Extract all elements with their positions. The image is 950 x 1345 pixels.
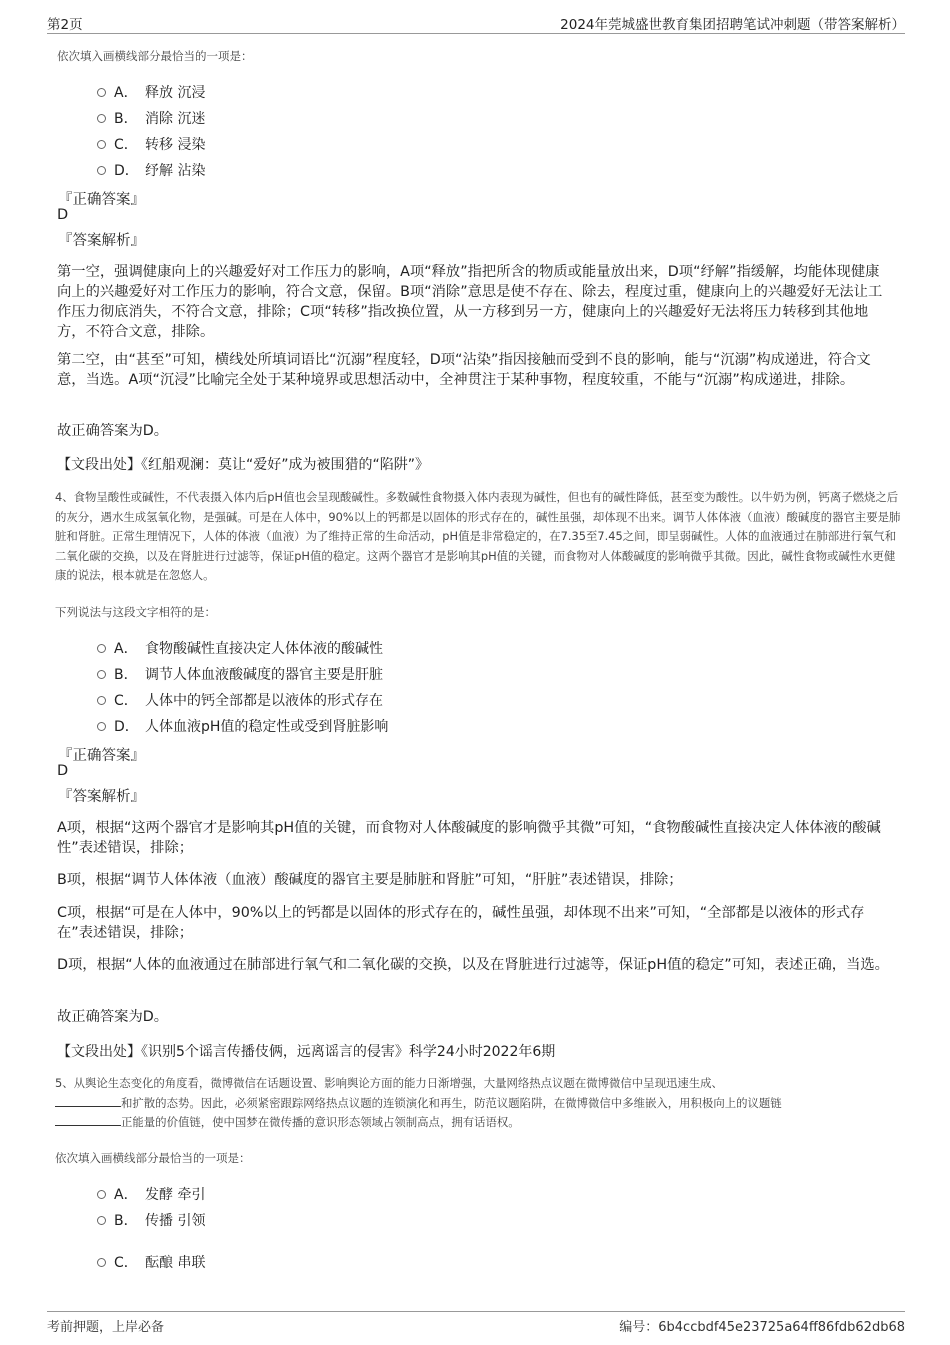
- radio-icon[interactable]: [97, 670, 106, 679]
- document-code: 编号：6b4ccbdf45e23725a64ff86fdb62db68: [619, 1320, 905, 1335]
- q4-analysis-paragraph: D项，根据“人体的血液通过在肺部进行氧气和二氧化碳的交换，以及在肾脏进行过滤等，保证pH值的稳定”可知，表述正确，当选。: [57, 957, 889, 973]
- q4-answer-label: 『正确答案』: [58, 748, 145, 764]
- q3-analysis-conclusion: 故正确答案为D。: [57, 423, 169, 439]
- q5-option-c[interactable]: C． 酝酿 串联: [97, 1252, 205, 1272]
- q3-option-b[interactable]: B． 消除 沉迷: [97, 108, 205, 128]
- page-footer: [47, 1311, 905, 1338]
- source-title: 《红船观澜：莫让“爱好”成为被围猎的“陷阱”》: [141, 457, 430, 473]
- q3-answer-label: 『正确答案』: [58, 192, 145, 208]
- q5-prompt: 依次填入画横线部分最恰当的一项是：: [55, 1151, 251, 1165]
- radio-icon[interactable]: [97, 140, 106, 149]
- page-number: 第2页: [47, 17, 83, 33]
- q3-analysis-label: 『答案解析』: [58, 233, 145, 249]
- q4-option-d[interactable]: D． 人体血液pH值的稳定性或受到肾脏影响: [97, 716, 388, 736]
- q3-analysis-paragraph: 第二空，由“甚至”可知，横线处所填词语比“沉溺”程度轻，D项“沾染”指因接触而受到不良的影响，能与“沉溺”构成递进，符合文意，当选。A项“沉浸”比喻完全处于某种境界或思想活动中，全神贯注于某种事物，程度较重，不能与“沉溺”构成递进，排除。: [57, 352, 871, 388]
- q4-analysis-paragraph: A项，根据“这两个器官才是影响其pH值的关键，而食物对人体酸碱度的影响微乎其微”可知，“食物酸碱性直接决定人体体液的酸碱性”表述错误，排除；: [57, 820, 881, 856]
- q4-analysis-paragraph: B项，根据“调节人体体液（血液）酸碱度的器官主要是肺脏和肾脏”可知，“肝脏”表述错误，排除；: [57, 872, 683, 888]
- radio-icon[interactable]: [97, 1216, 106, 1225]
- radio-icon[interactable]: [97, 722, 106, 731]
- radio-icon[interactable]: [97, 1258, 106, 1267]
- q3-source: [57, 454, 429, 474]
- q5-option-b[interactable]: B． 传播 引领: [97, 1210, 205, 1230]
- radio-icon[interactable]: [97, 114, 106, 123]
- q4-option-c[interactable]: C． 人体中的钙全部都是以液体的形式存在: [97, 690, 383, 710]
- fill-blank: [55, 1113, 121, 1126]
- radio-icon[interactable]: [97, 644, 106, 653]
- q3-option-a[interactable]: A． 释放 沉浸: [97, 82, 205, 102]
- page-header: [47, 11, 905, 34]
- q3-option-c[interactable]: C． 转移 浸染: [97, 134, 205, 154]
- q3-option-d[interactable]: D． 纾解 沾染: [97, 160, 205, 180]
- fill-blank: [55, 1094, 121, 1107]
- q5-option-a[interactable]: A． 发酵 牵引: [97, 1184, 205, 1204]
- source-title: 《识别5个谣言传播伎俩，远离谣言的侵害》科学24小时2022年6期: [141, 1044, 556, 1060]
- radio-icon[interactable]: [97, 88, 106, 97]
- q4-analysis-paragraph: C项，根据“可是在人体中，90%以上的钙都是以固体的形式存在的，碱性虽强，却体现不出来”可知，“全部都是以液体的形式存在”表述错误，排除；: [57, 905, 865, 941]
- q4-analysis-label: 『答案解析』: [58, 789, 145, 805]
- footer-slogan: 考前押题，上岸必备: [47, 1320, 165, 1335]
- q5-passage: 5、从舆论生态变化的角度看，微博微信在话题设置、影响舆论方面的能力日渐增强，大量网络热点议题在微博微信中呈现迅速生成、 和扩散的态势。因此，必须紧密跟踪网络热点议题的连锁演化和再生，防范议题陷阱，在微博微信中多维嵌入，用积极向上的议题链 正能量的价值链，使中国梦在微传播的意识形态领域占领制高点，拥有话语权。: [55, 1076, 782, 1130]
- radio-icon[interactable]: [97, 166, 106, 175]
- radio-icon[interactable]: [97, 696, 106, 705]
- q4-option-b[interactable]: B． 调节人体血液酸碱度的器官主要是肝脏: [97, 664, 383, 684]
- source-label: 【文段出处】: [57, 457, 141, 473]
- q4-passage: 4、食物呈酸性或碱性，不代表摄入体内后pH值也会呈现酸碱性。多数碱性食物摄入体内表现为碱性，但也有的碱性降低，甚至变为酸性。以牛奶为例，钙离子燃烧之后的灰分，遇水生成氢氧化物，是强碱。可是在人体中，90%以上的钙都是以固体的形式存在的，碱性虽强，却体现不出来。调节人体体液（血液）酸碱度的器官主要是肺脏和肾脏。正常生理情况下，人体的体液（血液）为了维持正常的生命活动，pH值是非常稳定的，在7.35至7.45之间，即呈弱碱性。人体的血液通过在肺部进行氧气和二氧化碳的交换，以及在肾脏进行过滤等，保证pH值的稳定。这两个器官才是影响其pH值的关键，而食物对人体酸碱度的影响微乎其微。因此，碱性食物或碱性水更健康的说法，根本就是在忽悠人。: [55, 490, 901, 583]
- q3-answer: D: [57, 207, 69, 223]
- q3-prompt: 依次填入画横线部分最恰当的一项是：: [57, 49, 253, 63]
- q4-answer: D: [57, 763, 69, 779]
- q4-prompt: 下列说法与这段文字相符的是：: [55, 605, 216, 619]
- q4-source: [57, 1041, 555, 1061]
- radio-icon[interactable]: [97, 1190, 106, 1199]
- source-label: 【文段出处】: [57, 1044, 141, 1060]
- document-title: 2024年莞城盛世教育集团招聘笔试冲刺题（带答案解析）: [560, 17, 905, 33]
- q4-analysis-conclusion: 故正确答案为D。: [57, 1009, 169, 1025]
- q3-analysis-paragraph: 第一空，强调健康向上的兴趣爱好对工作压力的影响，A项“释放”指把所含的物质或能量放出来，D项“纾解”指缓解，均能体现健康向上的兴趣爱好对工作压力的影响，符合文意，保留。B项“消除”意思是使不存在、除去，程度过重，健康向上的兴趣爱好无法让工作压力彻底消失，不符合文意，排除；C项“转移”指改换位置，从一方移到另一方，健康向上的兴趣爱好无法将压力转移到其他地方，不符合文意，排除。: [57, 264, 883, 340]
- q4-option-a[interactable]: A． 食物酸碱性直接决定人体体液的酸碱性: [97, 638, 383, 658]
